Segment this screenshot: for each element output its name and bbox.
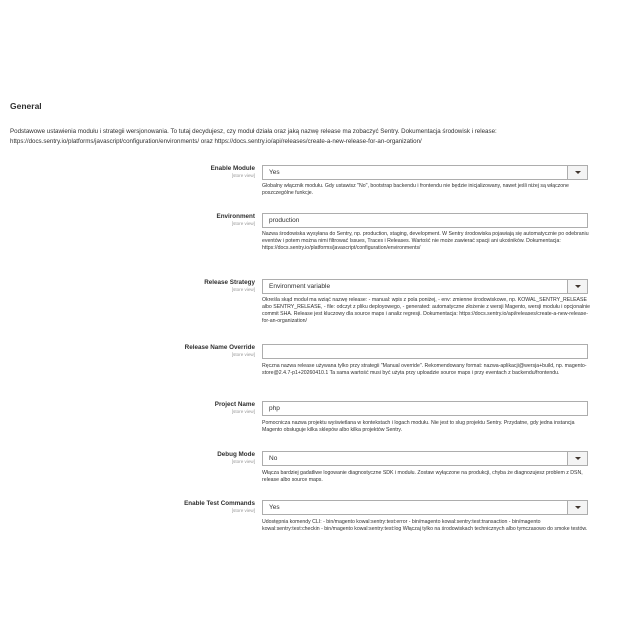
enable-module-note: Globalny włącznik modułu. Gdy ustawisz "No", bootstrap backendu i frontendu nie będzie inicjalizowany, nawet jeśli niżej są włączone poszczególne funkcje. (262, 183, 569, 196)
enable-test-commands-label: Enable Test Commands (184, 500, 255, 507)
chevron-down-icon[interactable] (567, 501, 587, 514)
enable-module-value: Yes (269, 169, 280, 176)
debug-mode-select[interactable] (262, 451, 588, 466)
enable-test-commands-select[interactable] (262, 500, 588, 515)
release-name-override-label: Release Name Override (184, 344, 255, 351)
environment-input[interactable]: production (262, 213, 588, 228)
chevron-down-icon[interactable] (567, 166, 587, 179)
debug-mode-scope: [store view] (231, 459, 255, 464)
release-strategy-value: Environment variable (269, 283, 331, 290)
project-name-scope: [store view] (231, 409, 255, 414)
enable-module-select[interactable] (262, 165, 588, 180)
debug-mode-value: No (269, 455, 278, 462)
enable-test-commands-note: Udostępnia komendy CLI: - bin/magento kowal:sentry:test:error - bin/magento kowal:sentry:test:transaction - bin/magento kowal:sentry:test:checkin - bin/magento kowal:sentry:test:log Włączaj tylko na środowiskach technicznych albo tymczasowo do smoke testów. (262, 519, 588, 532)
enable-module-scope: [store view] (231, 173, 255, 178)
release-name-override-input[interactable] (262, 344, 588, 359)
release-name-override-scope: [store view] (231, 352, 255, 357)
debug-mode-label: Debug Mode (217, 451, 255, 458)
enable-module-label: Enable Module (210, 165, 255, 172)
project-name-label: Project Name (214, 401, 255, 408)
section-title: General (10, 101, 42, 111)
release-name-override-note: Ręczna nazwa release używana tylko przy strategii "Manual override". Rekomendowany format: nazwa-aplikacji@wersja+build, np. magento-store@2.4.7-p1+20260410.1 Ta sama wartość musi być użyta przy uploadzie source maps i przy eventach z backendu/frontendu. (262, 363, 587, 376)
release-strategy-note: Określa skąd moduł ma wziąć nazwę release: - manual: wpis z pola poniżej, - env: zmienne środowiskowe, np. KOWAL_SENTRY_RELEASE albo SENTRY_RELEASE, - file: odczyt z pliku deployowego, - generated: automatyczne złożenie z wersji Magento, wersji modułu i opcjonalnie commit SHA. Release jest kluczowy dla source maps i analiz regresji. Dokumentacja: https://docs.sentry.io/api/releases/create-a-new-release-for-an-organization/ (262, 297, 591, 324)
enable-test-commands-value: Yes (269, 504, 280, 511)
chevron-down-icon[interactable] (567, 280, 587, 293)
debug-mode-note: Włącza bardziej gadatliwe logowanie diagnostyczne SDK i modułu. Zostaw wyłączone na produkcji, chyba że diagnozujesz problem z DSN, release albo source maps. (262, 470, 583, 483)
environment-note: Nazwa środowiska wysyłana do Sentry, np. production, staging, development. W Sentry środowiska pojawiają się automatycznie po odebraniu eventów i potem można nimi filtrować Issues, Traces i Releases. Wartość nie może zawierać spacji ani ukośników. Dokumentacja: https://docs.sentry.io/platforms/javascript/configuration/environments/ (262, 231, 589, 251)
release-strategy-select[interactable] (262, 279, 588, 294)
project-name-input[interactable]: php (262, 401, 588, 416)
release-strategy-label: Release Strategy (204, 279, 255, 286)
project-name-note: Pomocnicza nazwa projektu wyświetlana w kontekstach i logach modułu. Nie jest to slug projektu Sentry. Przydatne, gdy jedna instancja Magento obsługuje kilka sklepów albo kilka projektów Sentry. (262, 420, 575, 433)
environment-label: Environment (216, 213, 255, 220)
chevron-down-icon[interactable] (567, 452, 587, 465)
release-strategy-scope: [store view] (231, 287, 255, 292)
environment-scope: [store view] (231, 221, 255, 226)
enable-test-commands-scope: [store view] (231, 508, 255, 513)
section-intro: Podstawowe ustawienia modułu i strategii wersjonowania. To tutaj decydujesz, czy moduł działa oraz jaką nazwę release ma zobaczyć Sentry. Dokumentacja środowisk i release: https://docs.sentry.io/platforms/javascript/configuration/environments/ oraz https://docs.sentry.io/api/releases/create-a-new-release-for-an-organization/ (10, 128, 497, 145)
